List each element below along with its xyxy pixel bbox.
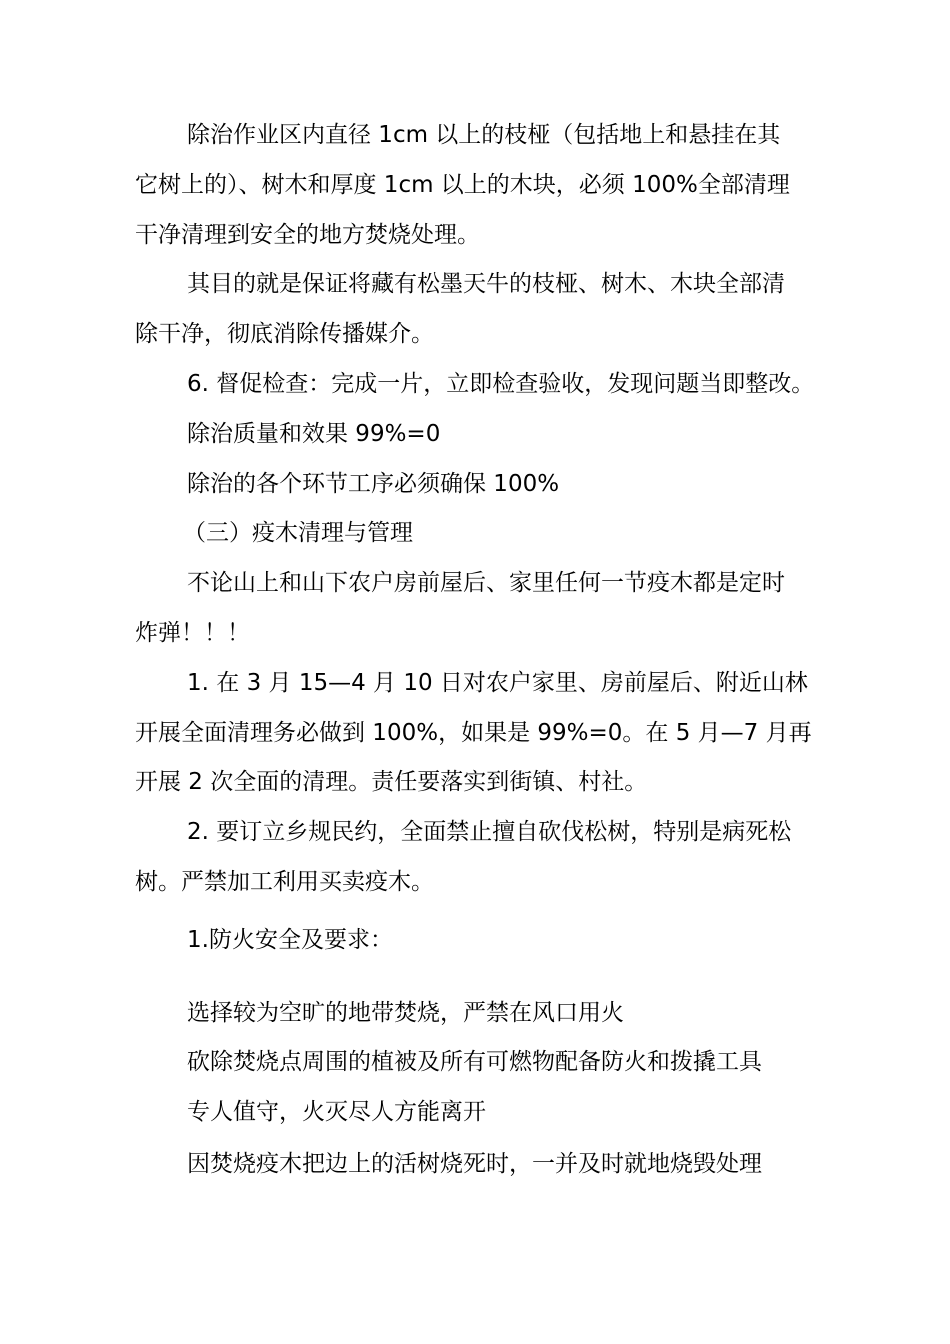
- paragraph-line: 开展 2 次全面的清理。责任要落实到街镇、村社。: [135, 769, 648, 795]
- paragraph-line: 树。严禁加工利用买卖疫木。: [135, 869, 434, 895]
- paragraph-line: 它树上的）、树木和厚度 1cm 以上的木块，必须 100%全部清理: [135, 172, 790, 198]
- section-heading: （三）疫木清理与管理: [183, 520, 413, 546]
- paragraph-line: 开展全面清理务必做到 100%，如果是 99%=0。在 5 月—7 月再: [135, 720, 812, 746]
- list-item: 选择较为空旷的地带焚烧，严禁在风口用火: [187, 1000, 624, 1026]
- list-item: 砍除焚烧点周围的植被及所有可燃物配备防火和拨撬工具: [187, 1049, 762, 1075]
- paragraph-line: 干净清理到安全的地方焚烧处理。: [135, 222, 480, 248]
- subsection-heading: 1.防火安全及要求：: [187, 927, 393, 953]
- paragraph-line: 1. 在 3 月 15—4 月 10 日对农户家里、房前屋后、附近山林: [187, 670, 808, 696]
- paragraph-line: 除治质量和效果 99%=0: [187, 421, 441, 447]
- paragraph-line: 6. 督促检查：完成一片，立即检查验收，发现问题当即整改。: [187, 371, 815, 397]
- paragraph-line: 除干净，彻底消除传播媒介。: [135, 321, 434, 347]
- paragraph-line: 炸弹！！！: [135, 620, 250, 646]
- list-item: 因焚烧疫木把边上的活树烧死时，一并及时就地烧毁处理: [187, 1151, 762, 1177]
- paragraph-line: 2. 要订立乡规民约，全面禁止擅自砍伐松树，特别是病死松: [187, 819, 792, 845]
- paragraph-line: 其目的就是保证将藏有松墨天牛的枝桠、树木、木块全部清: [187, 271, 785, 297]
- list-item: 专人值守，火灭尽人方能离开: [187, 1099, 486, 1125]
- paragraph-line: 除治的各个环节工序必须确保 100%: [187, 471, 560, 497]
- paragraph-line: 不论山上和山下农户房前屋后、家里任何一节疫木都是定时: [187, 570, 785, 596]
- paragraph-line: 除治作业区内直径 1cm 以上的枝桠（包括地上和悬挂在其: [187, 122, 781, 148]
